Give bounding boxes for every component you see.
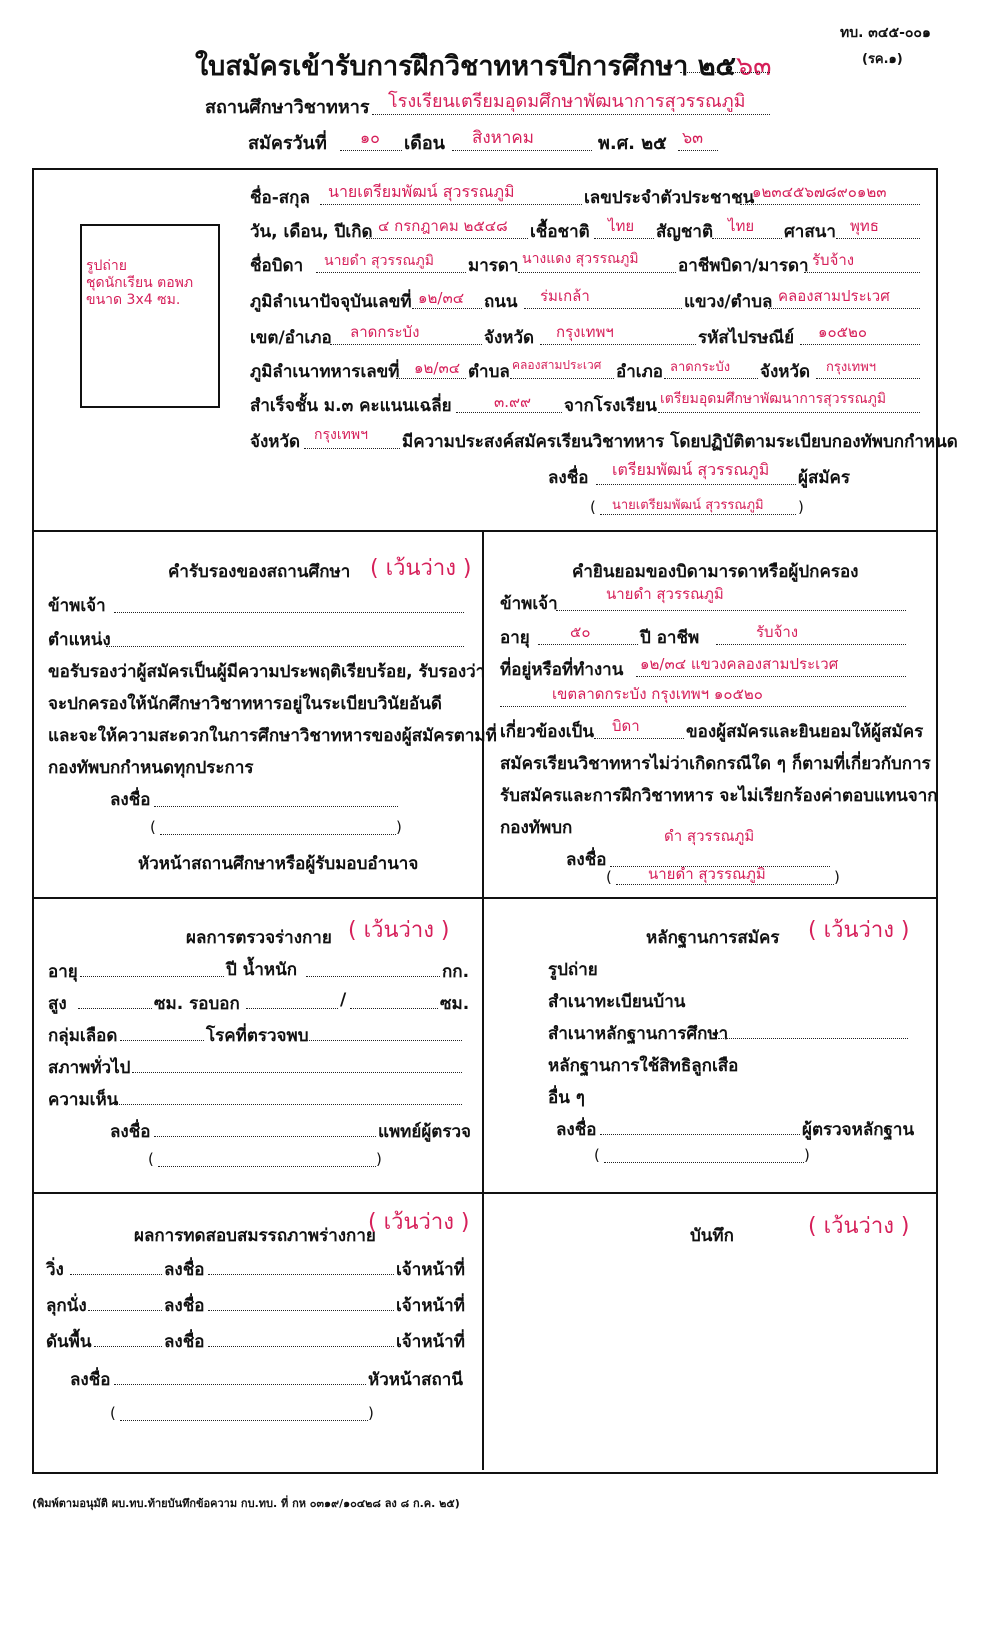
- evidence-item-4: หลักฐานการใช้สิทธิลูกเสือ: [548, 1056, 739, 1076]
- mil-addr-no: ๑๒/๓๔: [414, 359, 461, 377]
- notes-title: บันทึก: [690, 1226, 734, 1246]
- parent-title: คำยินยอมของบิดามารดาหรือผู้ปกครอง: [572, 562, 859, 582]
- school-cert-line-4: กองทัพบกกำหนดทุกประการ: [48, 758, 254, 778]
- parent-addr-2: เขตลาดกระบัง กรุงเทพฯ ๑๐๕๒๐: [552, 685, 763, 703]
- phys-age-label: อายุ: [48, 962, 78, 982]
- phys-blood-label: กลุ่มเลือด: [48, 1026, 118, 1046]
- fitness-blank-note: ( เว้นว่าง ): [368, 1210, 470, 1235]
- mil-sub-label: ตำบล: [468, 362, 510, 382]
- parent-addr-label: ที่อยู่หรือที่ทำงาน: [500, 660, 624, 680]
- father-name: นายดำ สุวรรณภูมิ: [324, 253, 434, 269]
- mil-sub: คลองสามประเวศ: [512, 358, 602, 372]
- form-code-sub: (รค.๑): [862, 52, 903, 67]
- mother-label: มารดา: [468, 256, 519, 276]
- province-label: จังหวัด: [484, 328, 535, 348]
- evidence-item-1: รูปถ่าย: [548, 960, 598, 980]
- phys-cm-round: ซม. รอบอก: [154, 994, 240, 1014]
- evidence-role: ผู้ตรวจหลักฐาน: [802, 1120, 915, 1140]
- dob-label: วัน, เดือน, ปีเกิด: [250, 222, 373, 242]
- fitness-situp-officer: เจ้าหน้าที่: [396, 1296, 465, 1316]
- parent-line-3: กองทัพบก: [500, 818, 573, 838]
- phys-sign-close: ): [376, 1150, 382, 1168]
- school-prov-label: จังหวัด: [250, 432, 301, 452]
- intent: มีความประสงค์สมัครเรียนวิชาทหาร โดยปฏิบัติตามระเบียบกองทัพบกกำหนด: [402, 432, 958, 452]
- race-label: เชื้อชาติ: [530, 222, 590, 242]
- phys-general-label: สภาพทั่วไป: [48, 1058, 131, 1078]
- phys-sign-label: ลงชื่อ: [110, 1122, 151, 1142]
- phys-opinion-label: ความเห็น: [48, 1090, 119, 1110]
- province: กรุงเทพฯ: [556, 323, 614, 341]
- parent-sign-label: ลงชื่อ: [566, 850, 607, 870]
- fitness-pushup-label: ดันพื้น: [46, 1332, 92, 1352]
- applicant-sign-close: ): [798, 498, 804, 516]
- evidence-sign-close: ): [804, 1146, 810, 1164]
- parent-addr-1: ๑๒/๓๔ แขวงคลองสามประเวศ: [640, 655, 839, 673]
- school-cert-line-1: ขอรับรองว่าผู้สมัครเป็นผู้มีความประพฤติเรียบร้อย, รับรองว่า: [48, 662, 486, 682]
- parent-sign-close: ): [834, 868, 840, 886]
- mother-name: นางแดง สุวรรณภูมิ: [522, 251, 639, 267]
- mil-addr-label: ภูมิลำเนาทหารเลขที่: [250, 362, 400, 382]
- parent-relation: บิดา: [612, 717, 640, 735]
- evidence-item-3: สำเนาหลักฐานการศึกษา: [548, 1024, 729, 1044]
- applicant-name: นายเตรียมพัฒน์ สุวรรณภูมิ: [328, 182, 515, 201]
- district: ลาดกระบัง: [350, 323, 420, 341]
- edu-label: สำเร็จชั้น ม.๓ คะแนนเฉลี่ย: [250, 396, 452, 416]
- apply-year: ๖๓: [682, 128, 704, 147]
- evidence-title: หลักฐานการสมัคร: [646, 928, 780, 948]
- evidence-sign-label: ลงชื่อ: [556, 1120, 597, 1140]
- applicant-dob: ๔ กรกฎาคม ๒๕๔๘: [378, 217, 508, 235]
- applicant-sign-name-row: (: [590, 498, 596, 516]
- form-code: ทบ. ๓๔๕-๐๐๑: [840, 25, 931, 41]
- school-cert-line-2: จะปกครองให้นักศึกษาวิชาทหารอยู่ในระเบียบวินัยอันดี: [48, 694, 442, 714]
- evidence-item-2: สำเนาทะเบียนบ้าน: [548, 992, 686, 1012]
- from-school-label: จากโรงเรียน: [564, 396, 657, 416]
- school-prov: กรุงเทพฯ: [314, 427, 368, 443]
- notes-blank-note: ( เว้นว่าง ): [808, 1214, 910, 1239]
- phys-doctor: แพทย์ผู้ตรวจ: [378, 1122, 471, 1142]
- parent-year-unit: ปี อาชีพ: [640, 628, 700, 648]
- parent-name: นายดำ สุวรรณภูมิ: [606, 585, 724, 603]
- road-label: ถนน: [484, 292, 518, 312]
- form-title-year: ๖๓: [735, 51, 772, 82]
- fitness-head: หัวหน้าสถานี: [368, 1370, 463, 1390]
- school-cert-sign-close: ): [396, 818, 402, 836]
- photo-line-1: รูปถ่าย: [86, 258, 127, 274]
- phys-slash: /: [340, 990, 347, 1010]
- photo-line-3: ขนาด 3x4 ซม.: [86, 292, 181, 308]
- road: ร่มเกล้า: [540, 287, 590, 305]
- fitness-head-sign-label: ลงชื่อ: [70, 1370, 111, 1390]
- school-value: โรงเรียนเตรียมอุดมศึกษาพัฒนาการสุวรรณภูมิ: [388, 91, 746, 112]
- fitness-run-label: วิ่ง: [46, 1260, 64, 1280]
- apply-date-label: สมัครวันที่: [248, 133, 327, 154]
- form-title: [195, 44, 772, 87]
- applicant-race: ไทย: [608, 217, 635, 235]
- subdistrict: คลองสามประเวศ: [778, 287, 890, 305]
- fitness-run-sign: ลงชื่อ: [164, 1260, 205, 1280]
- parent-sign-open: (: [606, 868, 612, 886]
- fitness-situp-sign: ลงชื่อ: [164, 1296, 205, 1316]
- applicant-sign-name: นายเตรียมพัฒน์ สุวรรณภูมิ: [612, 498, 764, 513]
- applicant-religion: พุทธ: [850, 217, 879, 235]
- applicant-nationality: ไทย: [728, 217, 755, 235]
- year-label: พ.ศ. ๒๕: [598, 133, 667, 154]
- sub-label: แขวง/ตำบล: [684, 292, 773, 312]
- month-label: เดือน: [404, 133, 445, 154]
- applicant-signature: เตรียมพัฒน์ สุวรรณภูมิ: [612, 460, 770, 479]
- apply-day: ๑๐: [360, 128, 380, 147]
- id-label: เลขประจำตัวประชาชน: [584, 188, 755, 208]
- addr-label: ภูมิลำเนาปัจจุบันเลขที่: [250, 292, 412, 312]
- parent-line-2: รับสมัครและการฝึกวิชาทหาร จะไม่เรียกร้องค่าตอบแทนจาก: [500, 786, 938, 806]
- physical-title: ผลการตรวจร่างกาย: [186, 928, 332, 948]
- fitness-title: ผลการทดสอบสมรรถภาพร่างกาย: [134, 1226, 376, 1246]
- fitness-pushup-sign: ลงชื่อ: [164, 1332, 205, 1352]
- parent-job: รับจ้าง: [812, 251, 855, 269]
- school-cert-line-3: และจะให้ความสะดวกในการศึกษาวิชาทหารของผู้สมัครตามที่: [48, 726, 497, 746]
- fitness-head-sign-open: (: [110, 1404, 116, 1422]
- apply-month: สิงหาคม: [472, 128, 535, 148]
- nationality-label: สัญชาติ: [656, 222, 713, 242]
- school-cert-i-label: ข้าพเจ้า: [48, 596, 106, 616]
- applicant-role: ผู้สมัคร: [798, 468, 851, 488]
- mil-dist: ลาดกระบัง: [670, 360, 731, 375]
- postal-label: รหัสไปรษณีย์: [698, 328, 795, 348]
- job-label: อาชีพบิดา/มารดา: [678, 256, 809, 276]
- school-cert-position-label: ตำแหน่ง: [48, 630, 111, 650]
- district-label: เขต/อำเภอ: [250, 328, 332, 348]
- phys-disease-label: โรคที่ตรวจพบ: [206, 1026, 309, 1046]
- from-school: เตรียมอุดมศึกษาพัฒนาการสุวรรณภูมิ: [660, 391, 887, 407]
- phys-weight-label: ปี น้ำหนัก: [226, 960, 297, 980]
- mil-prov: กรุงเทพฯ: [826, 360, 877, 375]
- photo-text: [86, 258, 226, 309]
- phys-height-label: สูง: [48, 994, 67, 1014]
- mil-prov-label: จังหวัด: [760, 362, 811, 382]
- evidence-item-5: อื่น ๆ: [548, 1088, 585, 1108]
- parent-consent-1: ของผู้สมัครและยินยอมให้ผู้สมัคร: [686, 722, 924, 742]
- school-cert-blank-note: ( เว้นว่าง ): [370, 556, 472, 581]
- parent-age-label: อายุ: [500, 628, 530, 648]
- photo-line-2: ชุดนักเรียน ตอพภ: [86, 275, 194, 291]
- fitness-run-officer: เจ้าหน้าที่: [396, 1260, 465, 1280]
- school-cert-sign-open: (: [150, 818, 156, 836]
- phys-sign-open: (: [148, 1150, 154, 1168]
- mil-dist-label: อำเภอ: [616, 362, 663, 382]
- parent-sign-name: นายดำ สุวรรณภูมิ: [648, 865, 766, 883]
- name-label: ชื่อ-สกุล: [250, 188, 310, 208]
- religion-label: ศาสนา: [784, 222, 836, 242]
- photo-box: [80, 224, 220, 408]
- parent-relation-label: เกี่ยวข้องเป็น: [500, 722, 594, 742]
- fitness-pushup-officer: เจ้าหน้าที่: [396, 1332, 465, 1352]
- school-cert-sign-label: ลงชื่อ: [110, 790, 151, 810]
- parent-age: ๕๐: [570, 623, 591, 641]
- postal: ๑๐๕๒๐: [818, 323, 868, 341]
- physical-blank-note: ( เว้นว่าง ): [348, 918, 450, 943]
- phys-kg: กก.: [442, 962, 470, 982]
- school-cert-title: คำรับรองของสถานศึกษา: [168, 562, 351, 582]
- parent-job: รับจ้าง: [756, 623, 799, 641]
- parent-signature: ดำ สุวรรณภูมิ: [664, 827, 755, 845]
- footer-note: (พิมพ์ตามอนุมัติ ผบ.ทบ.ท้ายบันทึกข้อความ กบ.ทบ. ที่ กห ๐๓๑๙/๑๐๔๒๘ ลง ๘ ก.ค. ๒๕): [32, 1497, 460, 1510]
- school-label: สถานศึกษาวิชาทหาร: [205, 97, 370, 118]
- evidence-blank-note: ( เว้นว่าง ): [808, 918, 910, 943]
- school-cert-role: หัวหน้าสถานศึกษาหรือผู้รับมอบอำนาจ: [138, 854, 419, 874]
- gpa: ๓.๙๙: [494, 393, 531, 411]
- evidence-sign-open: (: [594, 1146, 600, 1164]
- applicant-sign-label: ลงชื่อ: [548, 468, 589, 488]
- father-label: ชื่อบิดา: [250, 256, 304, 276]
- addr-no: ๑๒/๓๔: [418, 289, 465, 307]
- fitness-head-sign-close: ): [368, 1404, 374, 1422]
- phys-cm: ซม.: [440, 994, 470, 1014]
- applicant-id: ๑๒๓๔๕๖๗๘๙๐๑๒๓: [752, 183, 887, 201]
- fitness-situp-label: ลุกนั่ง: [46, 1296, 87, 1316]
- form-title-text: ใบสมัครเข้ารับการฝึกวิชาทหารปีการศึกษา ๒๕: [195, 51, 736, 82]
- parent-line-1: สมัครเรียนวิชาทหารไม่ว่าเกิดกรณีใด ๆ ก็ตามที่เกี่ยวกับการ: [500, 754, 931, 774]
- parent-i-label: ข้าพเจ้า: [500, 594, 558, 614]
